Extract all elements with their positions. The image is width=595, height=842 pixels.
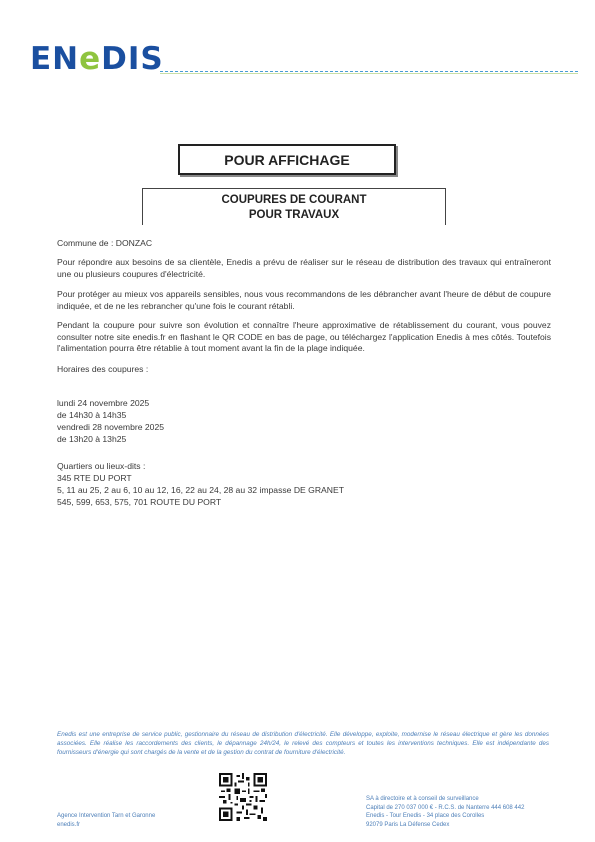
header-divider-accent <box>160 73 578 74</box>
schedule-date-1: lundi 24 novembre 2025 <box>57 398 150 408</box>
footer-legal-text: Enedis est une entreprise de service public, gestionnaire du réseau de distribution d'électricité. Elle développe, exploite, modernise le réseau électrique et gère les données associées. Elle réalise les raccordements des clients, le dépannage 24h/24, le relevé des compteurs et toutes les interventions techniques. Elle est indépendante des fournisseurs d'énergie qui sont chargés de la vente et de la gestion du contrat de fourniture d'électricité. <box>57 731 549 756</box>
quartier-item: 5, 11 au 25, 2 au 6, 10 au 12, 16, 22 au 24, 28 au 32 impasse DE GRANET <box>57 485 344 495</box>
quartier-item: 545, 599, 653, 575, 701 ROUTE DU PORT <box>57 497 222 507</box>
footer-company-line: Enedis - Tour Enedis - 34 place des Corolles <box>366 813 485 820</box>
quartiers-label: Quartiers ou lieux-dits : <box>57 461 146 471</box>
footer-agency <box>57 812 155 830</box>
paragraph-suivi: Pendant la coupure pour suivre son évolution et connaître l'heure approximative de rétablissement du courant, vous pouvez consulter notre site enedis.fr en flashant le QR CODE en bas de page, ou téléchargez l'application Enedis à mes côtés. Toutefois l'alimentation pourra être rétablie à tout moment avant la fin de la plage indiquée. <box>57 320 551 353</box>
title-box-affichage <box>178 144 396 175</box>
enedis-logo <box>30 41 164 77</box>
qr-code[interactable] <box>219 773 267 821</box>
title-coupures-line2: POUR TRAVAUX <box>248 209 340 221</box>
logo-text-main: EN <box>30 41 80 77</box>
header-divider <box>160 71 578 72</box>
footer-company-line: Capital de 270 037 000 € - R.C.S. de Nanterre 444 608 442 <box>366 804 525 811</box>
title-coupures-line1: COUPURES DE COURANT <box>221 194 367 206</box>
footer-website-link[interactable]: enedis.fr <box>57 822 81 828</box>
schedule-time-1: de 14h30 à 14h35 <box>57 410 127 420</box>
title-box-coupures <box>142 188 446 225</box>
footer-company-line: SA à directoire et à conseil de surveillance <box>366 796 479 802</box>
footer-company-line: 92079 Paris La Défense Cedex <box>366 821 450 828</box>
logo-text-accent: e <box>79 41 102 77</box>
commune-label: Commune de : DONZAC <box>57 238 153 248</box>
paragraph-recommendation: Pour protéger au mieux vos appareils sensibles, nous vous recommandons de les débrancher avant l'heure de début de coupure indiquée, et de ne les rebrancher qu'une fois le courant rétabli. <box>57 289 551 311</box>
logo-text-end: DIS <box>101 41 164 77</box>
quartier-item: 345 RTE DU PORT <box>57 473 132 483</box>
schedule-time-2: de 13h20 à 13h25 <box>57 434 127 444</box>
footer-agency-name: Agence Intervention Tarn et Garonne <box>57 813 156 819</box>
title-affichage: POUR AFFICHAGE <box>224 151 350 168</box>
horaires-label: Horaires des coupures : <box>57 364 149 374</box>
schedule-date-2: vendredi 28 novembre 2025 <box>57 422 165 432</box>
footer-company-info <box>366 795 524 829</box>
paragraph-intro: Pour répondre aux besoins de sa clientèle, Enedis a prévu de réaliser sur le réseau de distribution des travaux qui entraîneront une ou plusieurs coupures d'électricité. <box>57 257 551 279</box>
